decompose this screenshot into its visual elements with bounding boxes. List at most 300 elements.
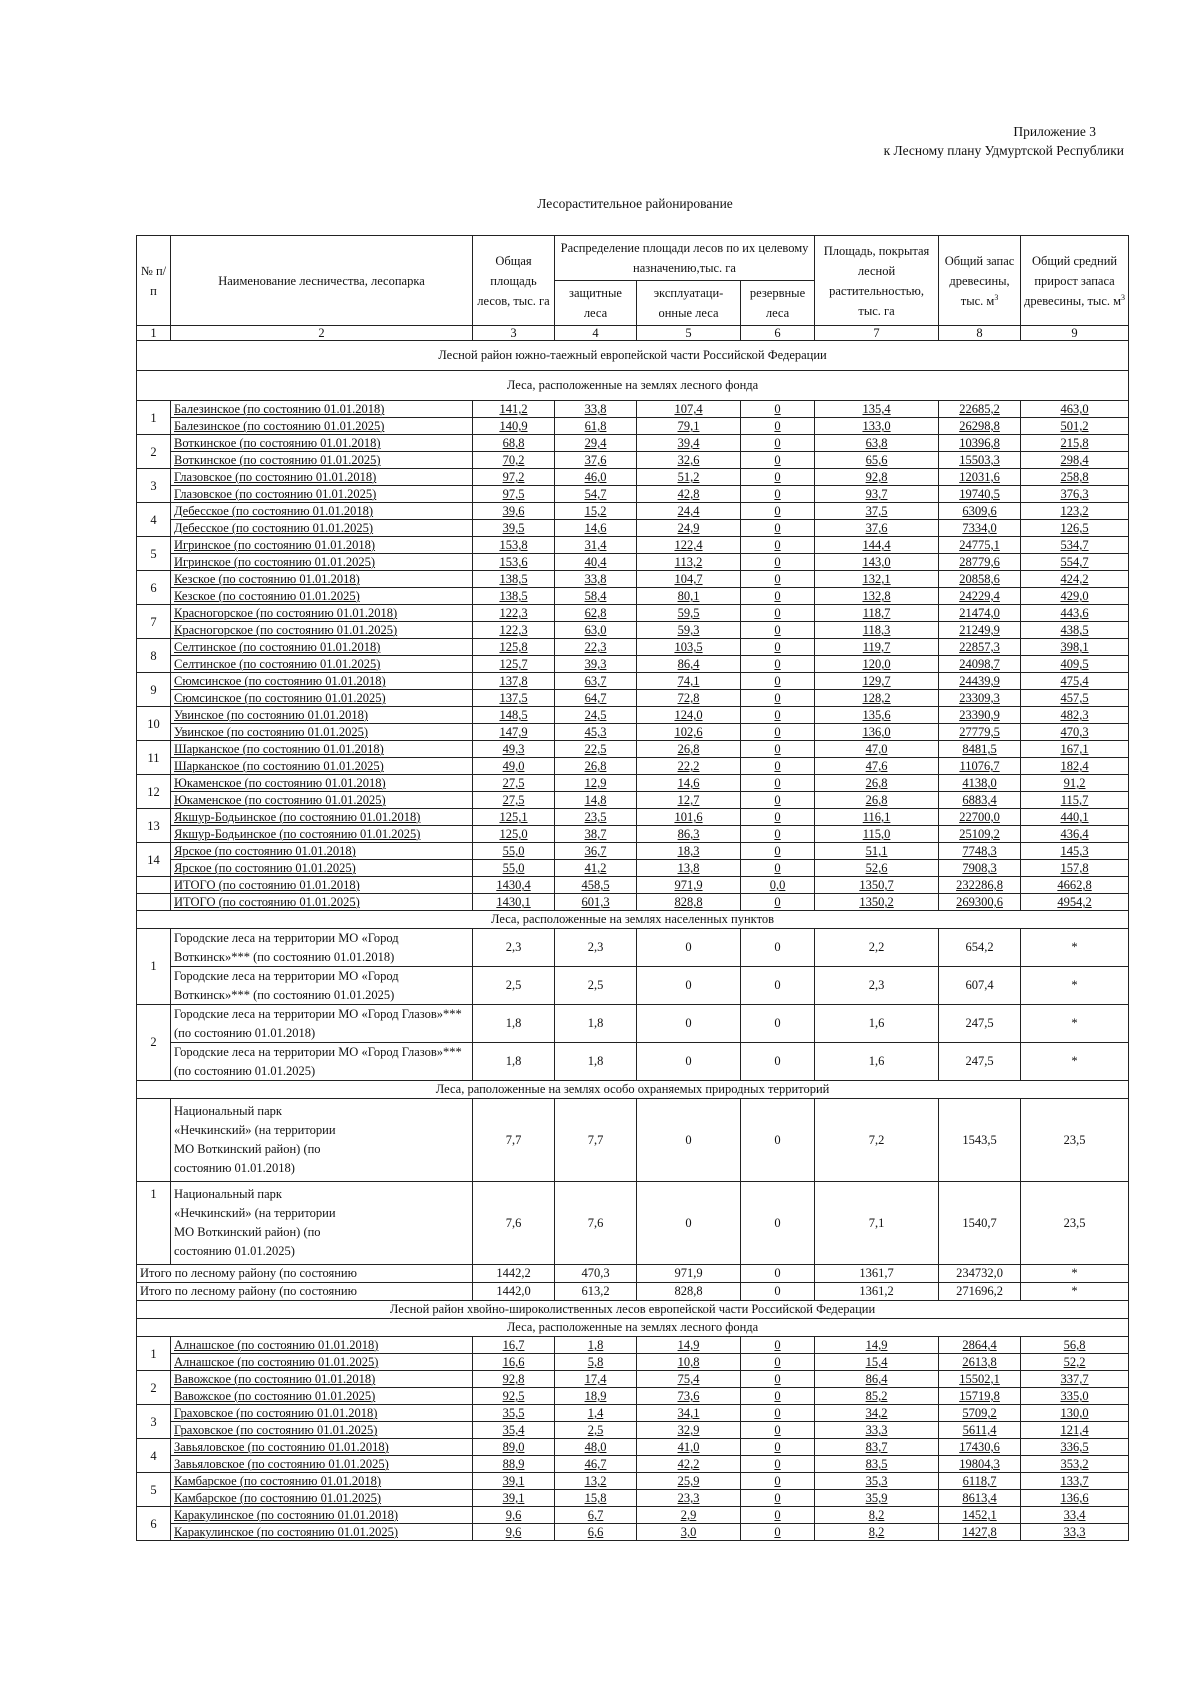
value-col-9: 398,1 <box>1021 639 1129 656</box>
forestry-name: Кезское (по состоянию 01.01.2018) <box>171 571 473 588</box>
table-row <box>137 673 1129 690</box>
value-col-6: 0 <box>741 503 815 520</box>
value-col-5: 12,7 <box>637 792 741 809</box>
value-col-5: 971,9 <box>637 1265 741 1283</box>
table-row <box>137 1337 1129 1354</box>
value-col-8: 607,4 <box>939 967 1021 1005</box>
forestry-name: Каракулинское (по состоянию 01.01.2018) <box>171 1507 473 1524</box>
forestry-number: 8 <box>137 639 171 673</box>
value-col-3: 122,3 <box>473 622 555 639</box>
value-col-5: 25,9 <box>637 1473 741 1490</box>
forestry-name: Увинское (по состоянию 01.01.2018) <box>171 707 473 724</box>
value-col-4: 37,6 <box>555 452 637 469</box>
table-row <box>137 792 1129 809</box>
table-row <box>137 520 1129 537</box>
value-col-4: 7,6 <box>555 1182 637 1265</box>
value-col-7: 135,6 <box>815 707 939 724</box>
value-col-6: 0 <box>741 758 815 775</box>
forestry-name: Юкаменское (по состоянию 01.01.2018) <box>171 775 473 792</box>
value-col-5: 18,3 <box>637 843 741 860</box>
forestry-number: 9 <box>137 673 171 707</box>
forestry-name: Воткинское (по состоянию 01.01.2025) <box>171 452 473 469</box>
value-col-3: 70,2 <box>473 452 555 469</box>
value-col-6: 0 <box>741 809 815 826</box>
value-col-3: 140,9 <box>473 418 555 435</box>
value-col-6: 0 <box>741 1283 815 1301</box>
value-col-3: 97,5 <box>473 486 555 503</box>
value-col-7: 144,4 <box>815 537 939 554</box>
value-col-4: 29,4 <box>555 435 637 452</box>
column-number-4: 4 <box>555 326 637 341</box>
value-col-8: 5709,2 <box>939 1405 1021 1422</box>
value-col-3: 1,8 <box>473 1005 555 1043</box>
header-stock-text: Общий запас древесины, тыс. м <box>944 253 1015 308</box>
value-col-5: 26,8 <box>637 741 741 758</box>
value-col-8: 1540,7 <box>939 1182 1021 1265</box>
value-col-9: 136,6 <box>1021 1490 1129 1507</box>
value-col-9: 56,8 <box>1021 1337 1129 1354</box>
settlements-title-row <box>137 911 1129 929</box>
value-col-9: 298,4 <box>1021 452 1129 469</box>
value-col-3: 138,5 <box>473 588 555 605</box>
region-1-title-row <box>137 341 1129 371</box>
table-row <box>137 1182 1129 1265</box>
value-col-8: 1452,1 <box>939 1507 1021 1524</box>
forestry-number: 11 <box>137 741 171 775</box>
value-col-5: 41,0 <box>637 1439 741 1456</box>
forestry-name: Алнашское (по состоянию 01.01.2025) <box>171 1354 473 1371</box>
value-col-8: 23390,9 <box>939 707 1021 724</box>
value-col-7: 63,8 <box>815 435 939 452</box>
value-col-5: 102,6 <box>637 724 741 741</box>
total-number <box>137 877 171 894</box>
column-number-8: 8 <box>939 326 1021 341</box>
table-row <box>137 1354 1129 1371</box>
region-1-title: Лесной район южно-таежный европейской части Российской Федерации <box>137 341 1129 371</box>
value-col-6: 0 <box>741 1005 815 1043</box>
region-2-title-row <box>137 1301 1129 1319</box>
value-col-6: 0 <box>741 571 815 588</box>
value-col-6: 0 <box>741 860 815 877</box>
value-col-9: 167,1 <box>1021 741 1129 758</box>
value-col-5: 14,9 <box>637 1337 741 1354</box>
value-col-4: 2,5 <box>555 967 637 1005</box>
value-col-5: 0 <box>637 929 741 967</box>
value-col-3: 141,2 <box>473 401 555 418</box>
value-col-6: 0 <box>741 1456 815 1473</box>
value-col-3: 7,6 <box>473 1182 555 1265</box>
value-col-9: 33,3 <box>1021 1524 1129 1541</box>
value-col-6: 0 <box>741 1473 815 1490</box>
value-col-7: 1361,2 <box>815 1283 939 1301</box>
value-col-7: 34,2 <box>815 1405 939 1422</box>
value-col-5: 42,8 <box>637 486 741 503</box>
value-col-4: 6,6 <box>555 1524 637 1541</box>
table-row <box>137 588 1129 605</box>
value-col-9: 336,5 <box>1021 1439 1129 1456</box>
value-col-5: 10,8 <box>637 1354 741 1371</box>
appendix-subtitle: к Лесному плану Удмуртской Республики <box>883 143 1124 158</box>
forestry-name: Камбарское (по состоянию 01.01.2025) <box>171 1490 473 1507</box>
value-col-9: 4662,8 <box>1021 877 1129 894</box>
header-stock <box>939 236 1021 326</box>
value-col-8: 25109,2 <box>939 826 1021 843</box>
forestry-name: Кезское (по состоянию 01.01.2025) <box>171 588 473 605</box>
value-col-9: 157,8 <box>1021 860 1129 877</box>
value-col-7: 33,3 <box>815 1422 939 1439</box>
value-col-3: 137,5 <box>473 690 555 707</box>
forestry-name: Сюмсинское (по состоянию 01.01.2018) <box>171 673 473 690</box>
column-number-7: 7 <box>815 326 939 341</box>
forestry-name: Красногорское (по состоянию 01.01.2018) <box>171 605 473 622</box>
value-col-8: 15719,8 <box>939 1388 1021 1405</box>
table-row <box>137 418 1129 435</box>
value-col-5: 0 <box>637 1043 741 1081</box>
value-col-8: 2613,8 <box>939 1354 1021 1371</box>
value-col-4: 2,3 <box>555 929 637 967</box>
value-col-8: 4138,0 <box>939 775 1021 792</box>
value-col-5: 107,4 <box>637 401 741 418</box>
value-col-5: 74,1 <box>637 673 741 690</box>
table-row <box>137 809 1129 826</box>
value-col-4: 46,0 <box>555 469 637 486</box>
forestry-name: Вавожское (по состоянию 01.01.2025) <box>171 1388 473 1405</box>
table-row <box>137 537 1129 554</box>
settlement-name: Городские леса на территории МО «Город Воткинск»*** (по состоянию 01.01.2025) <box>171 967 473 1005</box>
value-col-4: 23,5 <box>555 809 637 826</box>
value-col-8: 24098,7 <box>939 656 1021 673</box>
value-col-8: 21474,0 <box>939 605 1021 622</box>
value-col-3: 16,7 <box>473 1337 555 1354</box>
value-col-7: 15,4 <box>815 1354 939 1371</box>
forestry-name: Увинское (по состоянию 01.01.2025) <box>171 724 473 741</box>
value-col-5: 23,3 <box>637 1490 741 1507</box>
value-col-5: 73,6 <box>637 1388 741 1405</box>
forestry-number: 3 <box>137 1405 171 1439</box>
value-col-9: * <box>1021 929 1129 967</box>
value-col-7: 37,5 <box>815 503 939 520</box>
value-col-8: 269300,6 <box>939 894 1021 911</box>
value-col-7: 85,2 <box>815 1388 939 1405</box>
value-col-6: 0 <box>741 929 815 967</box>
value-col-4: 15,8 <box>555 1490 637 1507</box>
value-col-7: 115,0 <box>815 826 939 843</box>
value-col-9: 534,7 <box>1021 537 1129 554</box>
table-row <box>137 452 1129 469</box>
value-col-8: 27779,5 <box>939 724 1021 741</box>
value-col-7: 26,8 <box>815 775 939 792</box>
value-col-6: 0 <box>741 537 815 554</box>
value-col-4: 58,4 <box>555 588 637 605</box>
value-col-9: 121,4 <box>1021 1422 1129 1439</box>
value-col-6: 0 <box>741 469 815 486</box>
settlement-number: 1 <box>137 929 171 1005</box>
value-col-4: 5,8 <box>555 1354 637 1371</box>
table-row <box>137 1524 1129 1541</box>
value-col-9: 501,2 <box>1021 418 1129 435</box>
value-col-9: 123,2 <box>1021 503 1129 520</box>
value-col-5: 86,4 <box>637 656 741 673</box>
value-col-7: 52,6 <box>815 860 939 877</box>
value-col-8: 23309,3 <box>939 690 1021 707</box>
value-col-9: 443,6 <box>1021 605 1129 622</box>
value-col-8: 7908,3 <box>939 860 1021 877</box>
header-reserve: резервные леса <box>741 281 815 326</box>
value-col-3: 1430,1 <box>473 894 555 911</box>
value-col-9: 554,7 <box>1021 554 1129 571</box>
forestry-name: Якшур-Бодьинское (по состоянию 01.01.2025) <box>171 826 473 843</box>
forestry-name: Шарканское (по состоянию 01.01.2025) <box>171 758 473 775</box>
value-col-9: 52,2 <box>1021 1354 1129 1371</box>
value-col-9: 126,5 <box>1021 520 1129 537</box>
value-col-9: 91,2 <box>1021 775 1129 792</box>
value-col-3: 88,9 <box>473 1456 555 1473</box>
forestry-number: 14 <box>137 843 171 877</box>
value-col-8: 24229,4 <box>939 588 1021 605</box>
value-col-3: 35,4 <box>473 1422 555 1439</box>
value-col-9: 145,3 <box>1021 843 1129 860</box>
value-col-4: 38,7 <box>555 826 637 843</box>
table-row <box>137 1371 1129 1388</box>
value-col-4: 64,7 <box>555 690 637 707</box>
value-col-3: 137,8 <box>473 673 555 690</box>
value-col-8: 7334,0 <box>939 520 1021 537</box>
value-col-6: 0 <box>741 1371 815 1388</box>
protected-title: Леса, раположенные на землях особо охраняемых природных территорий <box>137 1081 1129 1099</box>
table-row <box>137 1490 1129 1507</box>
value-col-9: 409,5 <box>1021 656 1129 673</box>
value-col-6: 0 <box>741 1507 815 1524</box>
forestry-name: Глазовское (по состоянию 01.01.2025) <box>171 486 473 503</box>
value-col-9: 436,4 <box>1021 826 1129 843</box>
forestry-name: Якшур-Бодьинское (по состоянию 01.01.2018) <box>171 809 473 826</box>
value-col-3: 39,5 <box>473 520 555 537</box>
value-col-4: 470,3 <box>555 1265 637 1283</box>
table-row <box>137 826 1129 843</box>
value-col-3: 27,5 <box>473 792 555 809</box>
value-col-3: 122,3 <box>473 605 555 622</box>
value-col-7: 47,6 <box>815 758 939 775</box>
value-col-8: 22857,3 <box>939 639 1021 656</box>
value-col-4: 48,0 <box>555 1439 637 1456</box>
value-col-7: 2,2 <box>815 929 939 967</box>
forestry-name: Балезинское (по состоянию 01.01.2025) <box>171 418 473 435</box>
table-row <box>137 775 1129 792</box>
value-col-7: 116,1 <box>815 809 939 826</box>
forestry-number: 1 <box>137 401 171 435</box>
value-col-9: 353,2 <box>1021 1456 1129 1473</box>
value-col-3: 138,5 <box>473 571 555 588</box>
value-col-8: 5611,4 <box>939 1422 1021 1439</box>
table-row <box>137 967 1129 1005</box>
value-col-5: 0 <box>637 967 741 1005</box>
value-col-8: 1543,5 <box>939 1099 1021 1182</box>
forestry-number: 4 <box>137 1439 171 1473</box>
header-growth-text: Общий средний прирост запаса древесины, тыс. м <box>1024 253 1122 308</box>
table-row <box>137 860 1129 877</box>
value-col-5: 113,2 <box>637 554 741 571</box>
value-col-3: 2,5 <box>473 967 555 1005</box>
value-col-3: 125,8 <box>473 639 555 656</box>
value-col-5: 42,2 <box>637 1456 741 1473</box>
value-col-7: 83,7 <box>815 1439 939 1456</box>
value-col-5: 51,2 <box>637 469 741 486</box>
value-col-3: 39,6 <box>473 503 555 520</box>
value-col-6: 0 <box>741 1388 815 1405</box>
value-col-9: 463,0 <box>1021 401 1129 418</box>
value-col-7: 8,2 <box>815 1507 939 1524</box>
value-col-4: 36,7 <box>555 843 637 860</box>
value-col-8: 234732,0 <box>939 1265 1021 1283</box>
value-col-3: 55,0 <box>473 860 555 877</box>
value-col-9: 470,3 <box>1021 724 1129 741</box>
forestry-number: 2 <box>137 1371 171 1405</box>
value-col-3: 49,3 <box>473 741 555 758</box>
value-col-8: 24439,9 <box>939 673 1021 690</box>
value-col-3: 89,0 <box>473 1439 555 1456</box>
forestry-name: Глазовское (по состоянию 01.01.2018) <box>171 469 473 486</box>
value-col-6: 0 <box>741 656 815 673</box>
value-col-7: 132,1 <box>815 571 939 588</box>
forestry-name: Дебесское (по состоянию 01.01.2025) <box>171 520 473 537</box>
value-col-7: 120,0 <box>815 656 939 673</box>
value-col-3: 49,0 <box>473 758 555 775</box>
forestry-name: Ярское (по состоянию 01.01.2025) <box>171 860 473 877</box>
value-col-3: 92,5 <box>473 1388 555 1405</box>
value-col-3: 7,7 <box>473 1099 555 1182</box>
value-col-5: 34,1 <box>637 1405 741 1422</box>
value-col-5: 32,9 <box>637 1422 741 1439</box>
forestry-name: Красногорское (по состоянию 01.01.2025) <box>171 622 473 639</box>
value-col-4: 54,7 <box>555 486 637 503</box>
value-col-4: 6,7 <box>555 1507 637 1524</box>
forestry-name: Завьяловское (по состоянию 01.01.2018) <box>171 1439 473 1456</box>
column-number-9: 9 <box>1021 326 1129 341</box>
table-row <box>137 639 1129 656</box>
value-col-5: 828,8 <box>637 1283 741 1301</box>
table-row <box>137 401 1129 418</box>
column-number-3: 3 <box>473 326 555 341</box>
table-row <box>137 571 1129 588</box>
value-col-8: 232286,8 <box>939 877 1021 894</box>
value-col-5: 32,6 <box>637 452 741 469</box>
column-number-1: 1 <box>137 326 171 341</box>
table-row <box>137 758 1129 775</box>
value-col-4: 62,8 <box>555 605 637 622</box>
value-col-3: 153,6 <box>473 554 555 571</box>
table-row <box>137 1507 1129 1524</box>
value-col-6: 0 <box>741 452 815 469</box>
value-col-7: 133,0 <box>815 418 939 435</box>
value-col-6: 0 <box>741 1265 815 1283</box>
protected-title-row <box>137 1081 1129 1099</box>
forestry-number: 12 <box>137 775 171 809</box>
forestry-name: Балезинское (по состоянию 01.01.2018) <box>171 401 473 418</box>
value-col-8: 247,5 <box>939 1005 1021 1043</box>
value-col-6: 0 <box>741 967 815 1005</box>
value-col-4: 2,5 <box>555 1422 637 1439</box>
value-col-6: 0 <box>741 1490 815 1507</box>
value-col-7: 35,9 <box>815 1490 939 1507</box>
value-col-6: 0 <box>741 707 815 724</box>
forestry-number: 2 <box>137 435 171 469</box>
value-col-6: 0 <box>741 554 815 571</box>
column-number-6: 6 <box>741 326 815 341</box>
header-growth <box>1021 236 1129 326</box>
value-col-7: 135,4 <box>815 401 939 418</box>
header-protective: защитные леса <box>555 281 637 326</box>
total-number <box>137 894 171 911</box>
total-row <box>137 877 1129 894</box>
value-col-8: 8613,4 <box>939 1490 1021 1507</box>
table-row <box>137 843 1129 860</box>
forestry-name: Юкаменское (по состоянию 01.01.2025) <box>171 792 473 809</box>
value-col-9: 475,4 <box>1021 673 1129 690</box>
table-row <box>137 1005 1129 1043</box>
forest-zoning-table <box>136 235 1129 1541</box>
value-col-3: 125,1 <box>473 809 555 826</box>
settlement-name: Городские леса на территории МО «Город Воткинск»*** (по состоянию 01.01.2018) <box>171 929 473 967</box>
value-col-6: 0 <box>741 418 815 435</box>
forestry-name: Граховское (по состоянию 01.01.2018) <box>171 1405 473 1422</box>
forestry-name: Граховское (по состоянию 01.01.2025) <box>171 1422 473 1439</box>
value-col-5: 79,1 <box>637 418 741 435</box>
value-col-5: 103,5 <box>637 639 741 656</box>
value-col-9: 457,5 <box>1021 690 1129 707</box>
region-2-fund-title: Леса, расположенные на землях лесного фонда <box>137 1319 1129 1337</box>
value-col-4: 15,2 <box>555 503 637 520</box>
value-col-8: 8481,5 <box>939 741 1021 758</box>
table-row <box>137 1456 1129 1473</box>
forestry-name: Камбарское (по состоянию 01.01.2018) <box>171 1473 473 1490</box>
value-col-9: 182,4 <box>1021 758 1129 775</box>
table-row <box>137 486 1129 503</box>
value-col-8: 21249,9 <box>939 622 1021 639</box>
value-col-7: 1350,7 <box>815 877 939 894</box>
forestry-name: Сюмсинское (по состоянию 01.01.2025) <box>171 690 473 707</box>
header-growth-sup: 3 <box>1121 292 1126 302</box>
value-col-6: 0 <box>741 588 815 605</box>
value-col-5: 59,5 <box>637 605 741 622</box>
protected-number: 1 <box>137 1182 171 1265</box>
value-col-7: 2,3 <box>815 967 939 1005</box>
value-col-4: 41,2 <box>555 860 637 877</box>
value-col-4: 39,3 <box>555 656 637 673</box>
value-col-3: 16,6 <box>473 1354 555 1371</box>
header-number: № п/п <box>137 236 171 326</box>
value-col-8: 15503,3 <box>939 452 1021 469</box>
value-col-7: 118,3 <box>815 622 939 639</box>
value-col-4: 33,8 <box>555 401 637 418</box>
appendix-note <box>884 122 1124 160</box>
header-name: Наименование лесничества, лесопарка <box>171 236 473 326</box>
value-col-7: 14,9 <box>815 1337 939 1354</box>
value-col-4: 1,8 <box>555 1043 637 1081</box>
forestry-name: Алнашское (по состоянию 01.01.2018) <box>171 1337 473 1354</box>
value-col-6: 0 <box>741 826 815 843</box>
region-2-title: Лесной район хвойно-широколиственных лесов европейской части Российской Федерации <box>137 1301 1129 1319</box>
value-col-9: * <box>1021 1265 1129 1283</box>
value-col-8: 26298,8 <box>939 418 1021 435</box>
value-col-3: 1,8 <box>473 1043 555 1081</box>
forestry-number: 3 <box>137 469 171 503</box>
value-col-4: 40,4 <box>555 554 637 571</box>
value-col-9: 130,0 <box>1021 1405 1129 1422</box>
protected-name: Национальный парк «Нечкинский» (на территории МО Воткинский район) (по состоянию 01.01.2018) <box>171 1099 473 1182</box>
forestry-number: 4 <box>137 503 171 537</box>
value-col-7: 1350,2 <box>815 894 939 911</box>
forestry-number: 5 <box>137 537 171 571</box>
